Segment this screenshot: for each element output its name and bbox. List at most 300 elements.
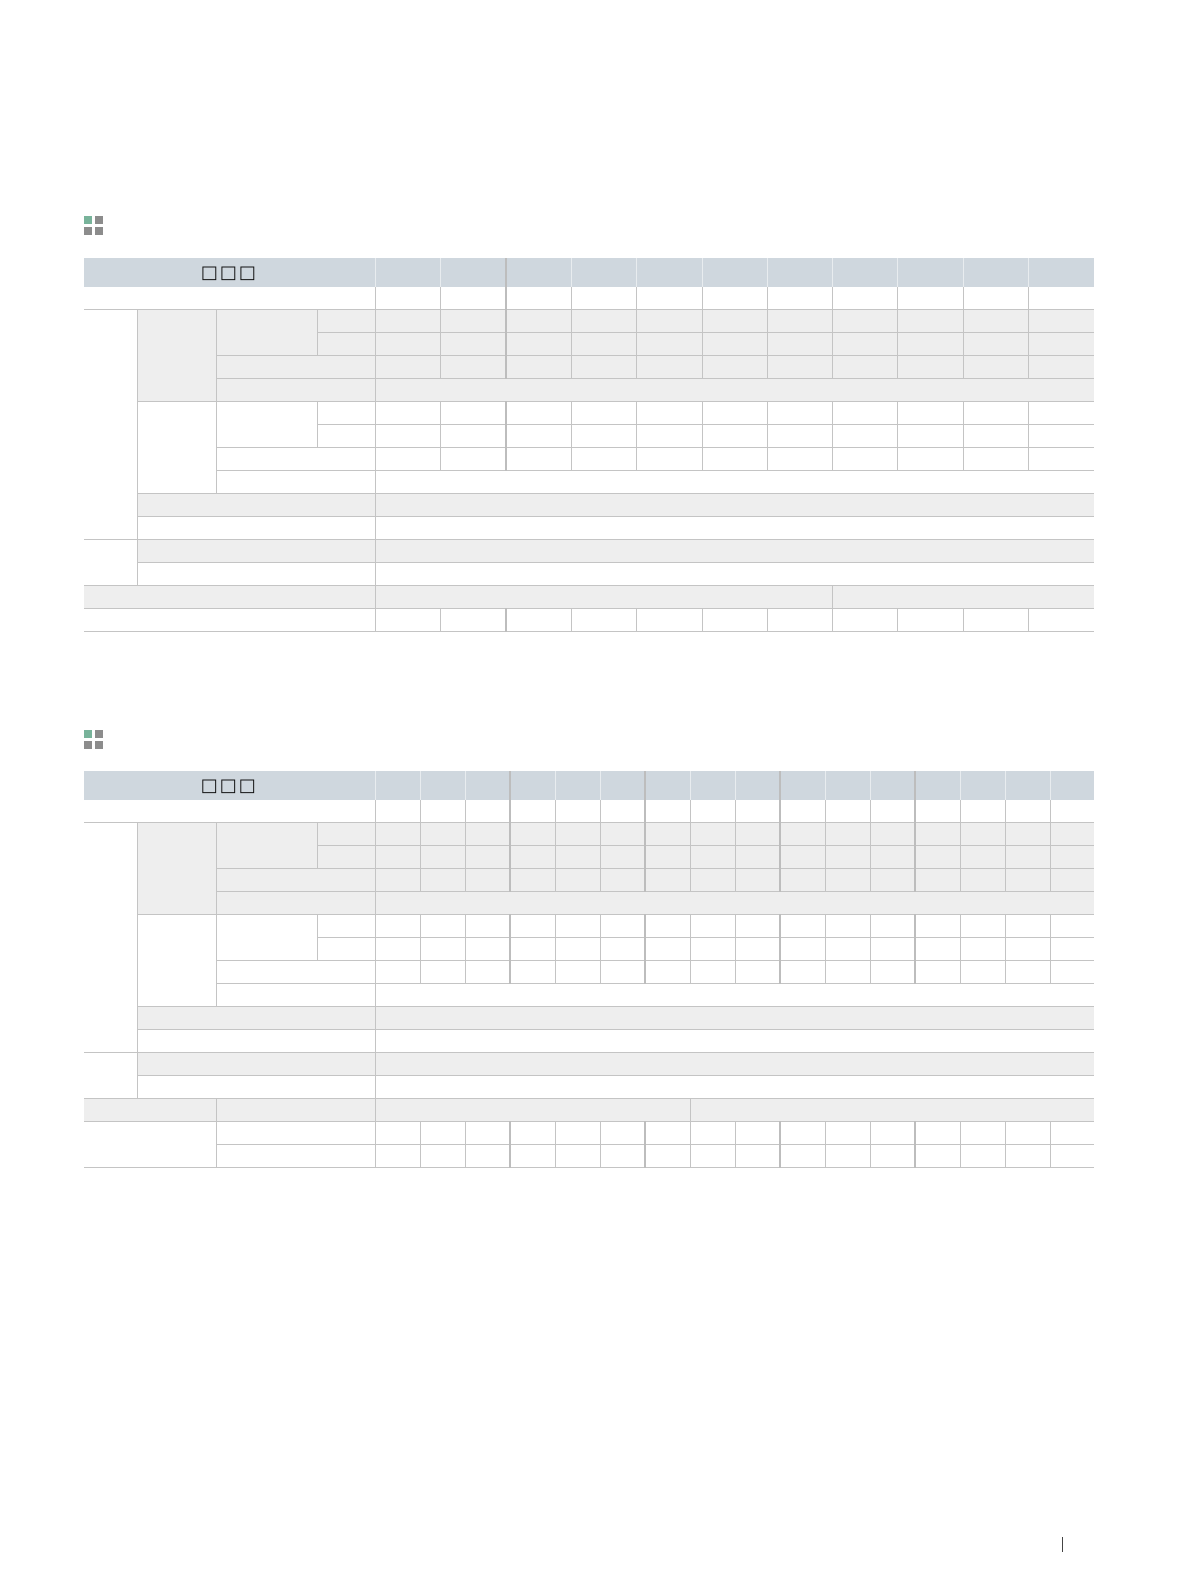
table-cell — [645, 771, 690, 800]
table-row — [84, 1145, 1094, 1168]
table-cell — [780, 846, 825, 869]
table-cell — [510, 823, 555, 846]
table-row — [84, 1007, 1094, 1030]
table-cell — [1050, 961, 1094, 984]
row-group-label — [84, 1053, 137, 1099]
table-cell — [465, 1122, 510, 1145]
table-cell — [870, 1122, 915, 1145]
table-cell — [510, 961, 555, 984]
row-item-label — [216, 448, 375, 471]
table-row — [84, 586, 1094, 609]
table-cell — [1050, 1122, 1094, 1145]
table-cell — [420, 869, 465, 892]
table-cell — [898, 402, 964, 425]
table-cell — [964, 609, 1029, 632]
table-cell — [636, 356, 702, 379]
table-cell — [768, 448, 833, 471]
row-item-label — [216, 823, 317, 869]
table-cell — [703, 448, 768, 471]
header-cell — [636, 258, 702, 287]
table-cell — [1050, 846, 1094, 869]
table-cell — [833, 333, 898, 356]
table-row — [84, 402, 1094, 425]
table-cell — [1005, 823, 1050, 846]
table-cell — [375, 287, 440, 310]
row-item-label — [137, 1007, 375, 1030]
table-row — [84, 310, 1094, 333]
table-cell — [703, 310, 768, 333]
header-cell — [703, 258, 768, 287]
table-cell — [1005, 938, 1050, 961]
table-cell — [1050, 869, 1094, 892]
table-cell — [915, 961, 960, 984]
table-cell — [825, 915, 870, 938]
table-cell — [465, 846, 510, 869]
table-cell — [555, 800, 600, 823]
table-cell — [510, 869, 555, 892]
table-row — [84, 287, 1094, 310]
table-row — [84, 609, 1094, 632]
table-cell — [506, 402, 571, 425]
table-cell — [825, 938, 870, 961]
table-cell — [1050, 800, 1094, 823]
row-subgroup-label — [137, 310, 216, 402]
merged-value-cell — [375, 1099, 690, 1122]
table-cell — [690, 846, 735, 869]
table-cell — [375, 961, 420, 984]
table-cell — [780, 800, 825, 823]
row-unit-label — [317, 333, 375, 356]
row-group-label — [84, 823, 137, 1053]
table-cell — [898, 425, 964, 448]
table-cell — [555, 1145, 600, 1168]
table-cell — [1005, 846, 1050, 869]
table-cell — [1005, 1145, 1050, 1168]
table-cell — [506, 609, 571, 632]
table-cell — [375, 800, 420, 823]
table-cell — [780, 823, 825, 846]
table-header-row — [84, 771, 1094, 800]
table-cell — [833, 448, 898, 471]
table-cell — [440, 310, 506, 333]
table-cell — [636, 287, 702, 310]
table-cell — [440, 333, 506, 356]
table-cell — [1029, 448, 1094, 471]
table-row — [84, 356, 1094, 379]
table-cell — [735, 846, 780, 869]
spec-table-1 — [84, 258, 1094, 632]
merged-value-cell — [375, 1053, 1094, 1076]
row-group-label — [84, 540, 137, 586]
table-cell — [636, 448, 702, 471]
header-cell — [833, 258, 898, 287]
table-cell — [964, 448, 1029, 471]
table-cell — [375, 915, 420, 938]
table-cell — [870, 1145, 915, 1168]
table-cell — [735, 800, 780, 823]
row-unit-label — [317, 823, 375, 846]
table-cell — [690, 1122, 735, 1145]
table-cell — [1005, 869, 1050, 892]
table-cell — [440, 402, 506, 425]
table-header-title — [84, 258, 375, 287]
table-cell — [555, 961, 600, 984]
table-cell — [768, 402, 833, 425]
table-cell — [735, 823, 780, 846]
table-cell — [825, 800, 870, 823]
table-cell — [1029, 402, 1094, 425]
header-cell — [440, 258, 506, 287]
table-cell — [735, 938, 780, 961]
table-cell — [1005, 800, 1050, 823]
table-cell — [780, 915, 825, 938]
table-cell — [465, 938, 510, 961]
merged-value-cell — [375, 984, 1094, 1007]
merged-value-cell — [833, 586, 1094, 609]
table-cell — [703, 609, 768, 632]
table-cell — [768, 333, 833, 356]
table-cell — [375, 310, 440, 333]
table-cell — [600, 1145, 645, 1168]
table-row — [84, 563, 1094, 586]
table-cell — [510, 800, 555, 823]
table-cell — [898, 356, 964, 379]
table-cell — [1029, 287, 1094, 310]
table-cell — [510, 846, 555, 869]
row-item-label — [216, 1145, 375, 1168]
table-cell — [645, 961, 690, 984]
table-cell — [440, 609, 506, 632]
grid-squares-icon — [84, 730, 103, 749]
table-row — [84, 1030, 1094, 1053]
table-cell — [915, 869, 960, 892]
table-cell — [510, 938, 555, 961]
table-cell — [571, 425, 636, 448]
table-cell — [440, 425, 506, 448]
table-row — [84, 892, 1094, 915]
row-item-label — [137, 1053, 375, 1076]
table-cell — [375, 402, 440, 425]
table-cell — [690, 869, 735, 892]
table-cell — [825, 1145, 870, 1168]
table-cell — [960, 1145, 1005, 1168]
table-cell — [780, 961, 825, 984]
table-row — [84, 1053, 1094, 1076]
table-cell — [440, 287, 506, 310]
table-cell — [375, 869, 420, 892]
table-cell — [703, 287, 768, 310]
row-item-label — [216, 310, 317, 356]
table-row — [84, 915, 1094, 938]
table-cell — [960, 800, 1005, 823]
table-cell — [870, 800, 915, 823]
table-cell — [600, 1122, 645, 1145]
merged-value-cell — [375, 1007, 1094, 1030]
table-cell — [1050, 771, 1094, 800]
table-cell — [825, 846, 870, 869]
table-row — [84, 1122, 1094, 1145]
row-item-label — [216, 356, 375, 379]
table-cell — [825, 869, 870, 892]
table-cell — [960, 961, 1005, 984]
table-cell — [690, 800, 735, 823]
table-cell — [960, 915, 1005, 938]
table-cell — [870, 938, 915, 961]
table-cell — [600, 800, 645, 823]
table-cell — [645, 800, 690, 823]
row-item-label — [216, 984, 375, 1007]
table-cell — [898, 333, 964, 356]
table-cell — [600, 823, 645, 846]
row-unit-label — [317, 915, 375, 938]
row-item-label — [216, 402, 317, 448]
table-cell — [870, 869, 915, 892]
table-cell — [1005, 915, 1050, 938]
row-item-label — [137, 563, 375, 586]
table-cell — [780, 1145, 825, 1168]
row-item-label — [216, 961, 375, 984]
table-cell — [1029, 333, 1094, 356]
table-row — [84, 961, 1094, 984]
table-cell — [375, 938, 420, 961]
row-label — [84, 609, 375, 632]
table-cell — [1029, 425, 1094, 448]
table-cell — [825, 961, 870, 984]
row-group-label — [84, 310, 137, 540]
row-item-label — [137, 517, 375, 540]
page-footer-divider — [1062, 1537, 1063, 1552]
table-cell — [465, 869, 510, 892]
table-cell — [825, 823, 870, 846]
table-cell — [600, 915, 645, 938]
table-cell — [870, 771, 915, 800]
table-cell — [636, 425, 702, 448]
table-cell — [571, 287, 636, 310]
table-cell — [768, 609, 833, 632]
row-label — [84, 586, 375, 609]
table-cell — [645, 1122, 690, 1145]
table-cell — [1050, 1145, 1094, 1168]
table-cell — [375, 448, 440, 471]
table-cell — [735, 869, 780, 892]
row-unit-label — [317, 402, 375, 425]
table-cell — [898, 310, 964, 333]
table-row — [84, 1076, 1094, 1099]
table-cell — [375, 771, 420, 800]
table-cell — [555, 771, 600, 800]
table-cell — [735, 1122, 780, 1145]
table-cell — [420, 823, 465, 846]
table-cell — [420, 771, 465, 800]
merged-value-cell — [375, 471, 1094, 494]
table-cell — [915, 1145, 960, 1168]
table-cell — [960, 938, 1005, 961]
spec-section-1 — [84, 216, 1094, 646]
table-cell — [510, 771, 555, 800]
row-unit-label — [317, 310, 375, 333]
table-cell — [960, 869, 1005, 892]
table-cell — [690, 823, 735, 846]
merged-value-cell — [375, 494, 1094, 517]
row-unit-label — [317, 846, 375, 869]
table-cell — [768, 356, 833, 379]
table-cell — [964, 287, 1029, 310]
table-cell — [555, 869, 600, 892]
table-row — [84, 984, 1094, 1007]
table-cell — [465, 800, 510, 823]
table-cell — [960, 846, 1005, 869]
table-cell — [645, 1145, 690, 1168]
header-cell — [964, 258, 1029, 287]
table-cell — [465, 915, 510, 938]
table-cell — [600, 846, 645, 869]
table-row — [84, 869, 1094, 892]
row-item-label — [216, 379, 375, 402]
table-header-row — [84, 258, 1094, 287]
table-cell — [375, 356, 440, 379]
table-cell — [555, 823, 600, 846]
row-item-label — [216, 471, 375, 494]
table-cell — [703, 402, 768, 425]
table-cell — [600, 869, 645, 892]
header-cell — [506, 258, 571, 287]
table-cell — [375, 609, 440, 632]
table-cell — [636, 310, 702, 333]
table-cell — [645, 846, 690, 869]
merged-value-cell — [375, 540, 1094, 563]
table-row — [84, 1099, 1094, 1122]
table-cell — [1029, 609, 1094, 632]
table-cell — [555, 915, 600, 938]
table-cell — [1005, 771, 1050, 800]
table-row — [84, 823, 1094, 846]
row-unit-label — [317, 425, 375, 448]
table-cell — [735, 915, 780, 938]
row-label — [84, 800, 375, 823]
table-cell — [825, 771, 870, 800]
table-header-title — [84, 771, 375, 800]
table-cell — [600, 771, 645, 800]
table-cell — [870, 961, 915, 984]
table-cell — [833, 609, 898, 632]
table-cell — [833, 287, 898, 310]
table-cell — [964, 425, 1029, 448]
table-cell — [1050, 938, 1094, 961]
table-cell — [915, 938, 960, 961]
table-cell — [571, 609, 636, 632]
table-cell — [833, 425, 898, 448]
table-cell — [780, 938, 825, 961]
table-cell — [510, 1122, 555, 1145]
row-item-label — [216, 869, 375, 892]
table-cell — [420, 938, 465, 961]
table-cell — [833, 310, 898, 333]
table-cell — [833, 356, 898, 379]
header-cell — [375, 258, 440, 287]
table-row — [84, 517, 1094, 540]
table-row — [84, 471, 1094, 494]
merged-value-cell — [690, 1099, 1094, 1122]
header-label: □□□ — [200, 775, 258, 796]
table-cell — [571, 448, 636, 471]
table-cell — [510, 915, 555, 938]
table-cell — [420, 915, 465, 938]
table-cell — [915, 771, 960, 800]
header-label: □□□ — [200, 262, 258, 283]
header-cell — [1029, 258, 1094, 287]
table-cell — [375, 846, 420, 869]
table-cell — [420, 1122, 465, 1145]
header-cell — [571, 258, 636, 287]
table-cell — [420, 800, 465, 823]
header-cell — [768, 258, 833, 287]
table-cell — [735, 961, 780, 984]
table-cell — [780, 771, 825, 800]
table-cell — [571, 310, 636, 333]
table-cell — [768, 425, 833, 448]
table-cell — [735, 1145, 780, 1168]
table-cell — [703, 425, 768, 448]
table-cell — [420, 846, 465, 869]
table-cell — [555, 846, 600, 869]
table-cell — [636, 402, 702, 425]
table-cell — [506, 425, 571, 448]
table-cell — [870, 915, 915, 938]
table-cell — [571, 402, 636, 425]
row-unit-label — [317, 938, 375, 961]
table-cell — [690, 915, 735, 938]
table-cell — [915, 800, 960, 823]
table-cell — [915, 846, 960, 869]
table-cell — [915, 915, 960, 938]
table-cell — [506, 310, 571, 333]
row-label — [84, 1122, 216, 1168]
table-cell — [375, 1145, 420, 1168]
table-cell — [690, 1145, 735, 1168]
table-cell — [690, 961, 735, 984]
table-cell — [645, 823, 690, 846]
table-cell — [768, 310, 833, 333]
table-cell — [375, 1122, 420, 1145]
table-cell — [465, 961, 510, 984]
table-cell — [825, 1122, 870, 1145]
table-cell — [898, 448, 964, 471]
table-cell — [833, 402, 898, 425]
table-cell — [1005, 961, 1050, 984]
table-cell — [870, 823, 915, 846]
table-cell — [870, 846, 915, 869]
row-item-label — [216, 915, 317, 961]
merged-value-cell — [375, 563, 1094, 586]
row-item-label — [216, 1122, 375, 1145]
row-item-label — [137, 494, 375, 517]
header-cell — [898, 258, 964, 287]
table-cell — [703, 333, 768, 356]
merged-value-cell — [375, 1076, 1094, 1099]
table-cell — [375, 823, 420, 846]
row-item-label — [216, 1099, 375, 1122]
table-cell — [465, 1145, 510, 1168]
table-cell — [1050, 823, 1094, 846]
table-cell — [703, 356, 768, 379]
table-cell — [960, 771, 1005, 800]
table-cell — [510, 1145, 555, 1168]
table-cell — [506, 333, 571, 356]
row-subgroup-label — [137, 915, 216, 1007]
table-cell — [506, 448, 571, 471]
table-cell — [420, 961, 465, 984]
row-item-label — [137, 1076, 375, 1099]
